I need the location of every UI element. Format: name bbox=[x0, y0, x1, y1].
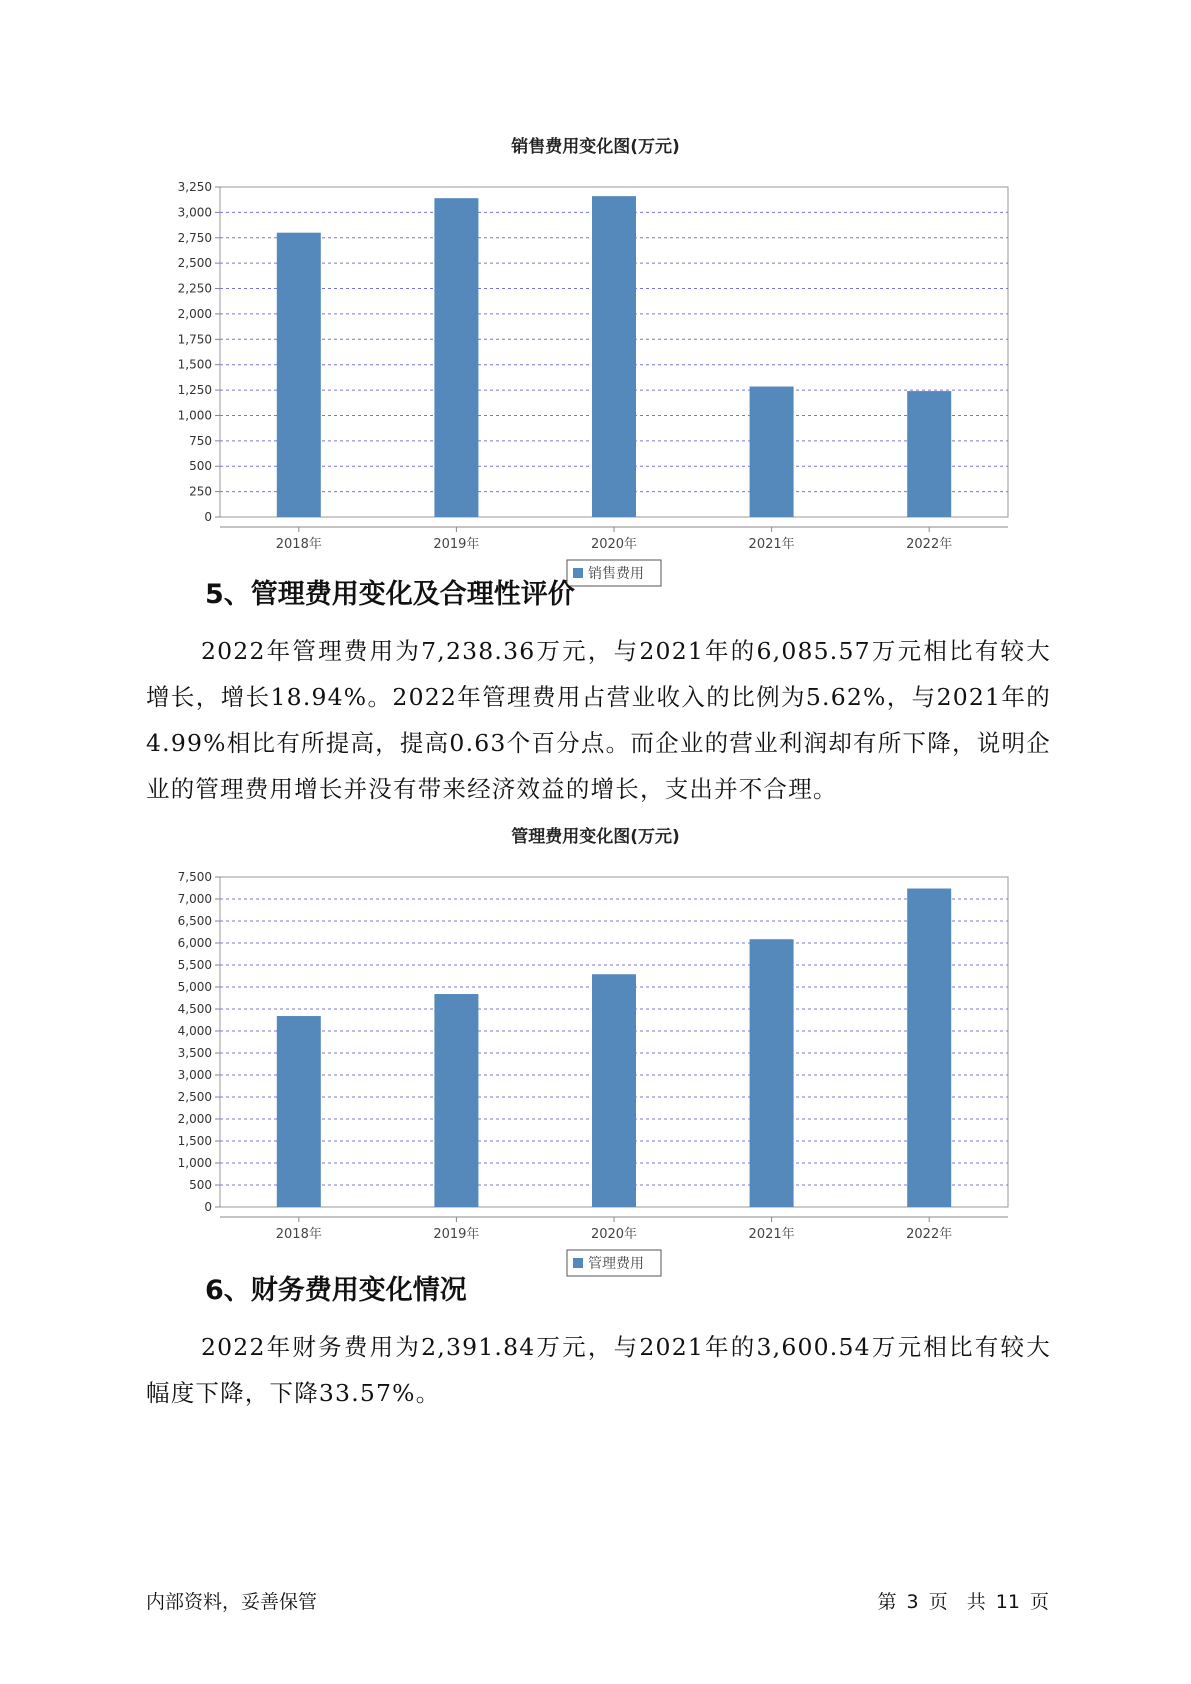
y-tick-label: 1,500 bbox=[177, 357, 212, 372]
x-tick-label: 2019年 bbox=[433, 537, 480, 552]
x-tick-label: 2021年 bbox=[748, 1227, 795, 1242]
bar bbox=[592, 196, 636, 517]
y-tick-label: 2,250 bbox=[177, 281, 212, 296]
x-tick-label: 2018年 bbox=[275, 1227, 322, 1242]
sales-expense-chart bbox=[0, 170, 1191, 582]
y-tick-label: 0 bbox=[204, 510, 212, 524]
bar bbox=[434, 198, 478, 517]
page-suffix: 页 bbox=[1029, 1591, 1049, 1613]
bar bbox=[592, 974, 636, 1207]
page-mid: 页 共 bbox=[928, 1591, 986, 1613]
legend-label: 销售费用 bbox=[588, 566, 644, 582]
y-tick-label: 250 bbox=[189, 484, 212, 499]
y-tick-label: 3,250 bbox=[177, 180, 212, 194]
y-tick-label: 1,000 bbox=[177, 1156, 212, 1170]
y-tick-label: 3,500 bbox=[177, 1046, 212, 1060]
y-tick-label: 2,000 bbox=[177, 306, 212, 321]
y-tick-label: 500 bbox=[189, 459, 212, 474]
bar bbox=[434, 994, 478, 1207]
footer-page-number bbox=[875, 1587, 1051, 1614]
admin-expense-chart bbox=[0, 860, 1191, 1272]
legend-swatch bbox=[573, 1258, 583, 1268]
page-prefix: 第 bbox=[877, 1591, 897, 1613]
y-tick-label: 1,500 bbox=[177, 1134, 212, 1148]
x-tick-label: 2022年 bbox=[906, 537, 953, 552]
bar bbox=[277, 233, 321, 517]
y-tick-label: 5,500 bbox=[177, 958, 212, 972]
bar bbox=[907, 391, 951, 517]
y-tick-label: 7,500 bbox=[177, 870, 212, 884]
y-tick-label: 3,000 bbox=[177, 205, 212, 220]
y-tick-label: 2,500 bbox=[177, 256, 212, 271]
y-tick-label: 0 bbox=[204, 1200, 212, 1214]
y-tick-label: 3,000 bbox=[177, 1068, 212, 1082]
section-5-paragraph: 2022年管理费用为7,238.36万元，与2021年的6,085.57万元相比有较大增长，增长18.94%。2022年管理费用占营业收入的比例为5.62%，与2021年的4.99%相比有所提高，提高0.63个百分点。而企业的营业利润却有所下降，说明企业的管理费用增长并没有带来经济效益的增长，支出并不合理。 bbox=[146, 637, 1051, 803]
y-tick-label: 2,750 bbox=[177, 230, 212, 245]
x-tick-label: 2022年 bbox=[906, 1227, 953, 1242]
y-tick-label: 6,000 bbox=[177, 936, 212, 950]
y-tick-label: 5,000 bbox=[177, 980, 212, 994]
footer-confidential-note: 内部资料，妥善保管 bbox=[146, 1591, 318, 1613]
bar bbox=[907, 889, 951, 1207]
y-tick-label: 7,000 bbox=[177, 892, 212, 906]
x-tick-label: 2021年 bbox=[748, 537, 795, 552]
section-5-heading: 5、管理费用变化及合理性评价 bbox=[205, 579, 575, 610]
page-total: 11 bbox=[995, 1591, 1020, 1613]
y-tick-label: 750 bbox=[189, 433, 212, 448]
bar bbox=[750, 939, 794, 1207]
y-tick-label: 4,500 bbox=[177, 1002, 212, 1016]
y-tick-label: 2,000 bbox=[177, 1112, 212, 1126]
bar bbox=[750, 387, 794, 517]
y-tick-label: 1,250 bbox=[177, 383, 212, 398]
y-tick-label: 1,750 bbox=[177, 332, 212, 347]
x-tick-label: 2020年 bbox=[590, 1227, 638, 1242]
x-tick-label: 2018年 bbox=[275, 537, 322, 552]
x-tick-label: 2019年 bbox=[433, 1227, 480, 1242]
section-6-heading: 6、财务费用变化情况 bbox=[205, 1275, 467, 1306]
y-tick-label: 2,500 bbox=[177, 1090, 212, 1104]
section-6-paragraph: 2022年财务费用为2,391.84万元，与2021年的3,600.54万元相比有较大幅度下降，下降33.57%。 bbox=[146, 1333, 1051, 1407]
legend-label: 管理费用 bbox=[588, 1256, 644, 1272]
y-tick-label: 4,000 bbox=[177, 1024, 212, 1038]
chart-1-title: 销售费用变化图(万元) bbox=[511, 137, 680, 157]
y-tick-label: 1,000 bbox=[177, 408, 212, 423]
y-tick-label: 6,500 bbox=[177, 914, 212, 928]
page-current: 3 bbox=[906, 1591, 919, 1613]
bar bbox=[277, 1016, 321, 1207]
chart-2-title: 管理费用变化图(万元) bbox=[511, 827, 680, 847]
y-tick-label: 500 bbox=[189, 1178, 212, 1192]
x-tick-label: 2020年 bbox=[590, 537, 638, 552]
